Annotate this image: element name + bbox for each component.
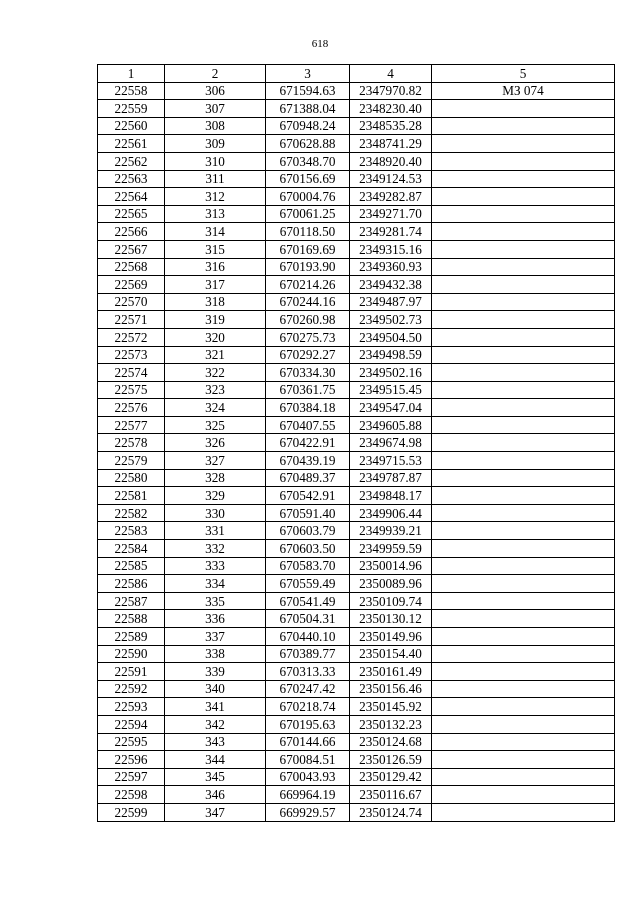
table-cell: 22596 <box>98 751 165 769</box>
table-cell: 306 <box>165 82 266 100</box>
table-cell: 317 <box>165 276 266 294</box>
table-row <box>98 733 615 751</box>
table-cell: 670948.24 <box>266 117 350 135</box>
table-cell: 22566 <box>98 223 165 241</box>
table-cell: 22573 <box>98 346 165 364</box>
table-row <box>98 100 615 118</box>
table-cell <box>432 293 615 311</box>
table-cell: 2349674.98 <box>350 434 432 452</box>
table-cell <box>432 592 615 610</box>
table-row <box>98 399 615 417</box>
table-cell: 2349360.93 <box>350 258 432 276</box>
table-cell: 22582 <box>98 504 165 522</box>
table-cell: 314 <box>165 223 266 241</box>
table-cell <box>432 575 615 593</box>
table-cell: 2349605.88 <box>350 416 432 434</box>
table-cell <box>432 680 615 698</box>
table-cell <box>432 188 615 206</box>
table-cell: 308 <box>165 117 266 135</box>
table-cell: 2350126.59 <box>350 751 432 769</box>
table-cell: 319 <box>165 311 266 329</box>
table-cell <box>432 628 615 646</box>
column-header: 1 <box>98 65 165 83</box>
table-cell <box>432 645 615 663</box>
table-cell: 22599 <box>98 803 165 821</box>
table-cell: 670084.51 <box>266 751 350 769</box>
table-cell <box>432 399 615 417</box>
table-cell: 22574 <box>98 364 165 382</box>
table-cell: 2349432.38 <box>350 276 432 294</box>
table-cell: 22595 <box>98 733 165 751</box>
table-row <box>98 188 615 206</box>
table-cell <box>432 117 615 135</box>
table-cell: 338 <box>165 645 266 663</box>
table-cell <box>432 434 615 452</box>
table-cell: 2349848.17 <box>350 487 432 505</box>
table-cell: 2349959.59 <box>350 540 432 558</box>
table-row <box>98 364 615 382</box>
table-cell: 331 <box>165 522 266 540</box>
table-row <box>98 258 615 276</box>
table-cell: 2350154.40 <box>350 645 432 663</box>
table-row <box>98 452 615 470</box>
table-cell <box>432 557 615 575</box>
table-cell: 22584 <box>98 540 165 558</box>
table-cell: 2350124.68 <box>350 733 432 751</box>
table-row <box>98 293 615 311</box>
table-cell: 346 <box>165 786 266 804</box>
table-cell: 345 <box>165 768 266 786</box>
table-cell: 670628.88 <box>266 135 350 153</box>
table-cell: 670313.33 <box>266 663 350 681</box>
table-cell: 2349547.04 <box>350 399 432 417</box>
table-cell: 2349906.44 <box>350 504 432 522</box>
column-header: 3 <box>266 65 350 83</box>
table-cell: 670591.40 <box>266 504 350 522</box>
table-cell: 2349502.73 <box>350 311 432 329</box>
table-row <box>98 381 615 399</box>
table-cell: 310 <box>165 152 266 170</box>
table-cell: 670193.90 <box>266 258 350 276</box>
table-cell: 22597 <box>98 768 165 786</box>
table-cell: 2350156.46 <box>350 680 432 698</box>
table-cell: 670389.77 <box>266 645 350 663</box>
table-cell <box>432 311 615 329</box>
table-cell: 2350014.96 <box>350 557 432 575</box>
table-cell: МЗ 074 <box>432 82 615 100</box>
table-cell: 670541.49 <box>266 592 350 610</box>
table-row <box>98 152 615 170</box>
table-row <box>98 170 615 188</box>
table-row <box>98 751 615 769</box>
table-cell <box>432 698 615 716</box>
table-cell: 22587 <box>98 592 165 610</box>
table-cell: 670292.27 <box>266 346 350 364</box>
table-cell: 670422.91 <box>266 434 350 452</box>
table-cell: 670169.69 <box>266 240 350 258</box>
table-cell: 334 <box>165 575 266 593</box>
table-cell <box>432 170 615 188</box>
table-cell: 315 <box>165 240 266 258</box>
table-cell <box>432 452 615 470</box>
table-cell: 337 <box>165 628 266 646</box>
table-cell: 2348741.29 <box>350 135 432 153</box>
table-row <box>98 522 615 540</box>
table-row <box>98 416 615 434</box>
table-row <box>98 311 615 329</box>
table-cell: 670440.10 <box>266 628 350 646</box>
table-cell <box>432 328 615 346</box>
table-cell <box>432 381 615 399</box>
table-cell: 329 <box>165 487 266 505</box>
table-cell: 670247.42 <box>266 680 350 698</box>
table-cell: 2349498.59 <box>350 346 432 364</box>
table-row <box>98 645 615 663</box>
table-cell: 2349787.87 <box>350 469 432 487</box>
table-cell: 2349715.53 <box>350 452 432 470</box>
column-header: 4 <box>350 65 432 83</box>
table-cell: 2349504.50 <box>350 328 432 346</box>
table-cell: 330 <box>165 504 266 522</box>
table-row <box>98 504 615 522</box>
table-cell: 2349281.74 <box>350 223 432 241</box>
table-cell: 311 <box>165 170 266 188</box>
table-row <box>98 135 615 153</box>
table-row <box>98 469 615 487</box>
table-cell: 344 <box>165 751 266 769</box>
table-row <box>98 610 615 628</box>
table-cell: 22558 <box>98 82 165 100</box>
table-cell: 328 <box>165 469 266 487</box>
table-cell <box>432 751 615 769</box>
table-cell: 670195.63 <box>266 715 350 733</box>
table-cell: 22583 <box>98 522 165 540</box>
table-cell: 2349515.45 <box>350 381 432 399</box>
table-cell: 22564 <box>98 188 165 206</box>
table-cell: 2350109.74 <box>350 592 432 610</box>
table-cell: 325 <box>165 416 266 434</box>
table-cell: 22592 <box>98 680 165 698</box>
table-cell <box>432 205 615 223</box>
table-cell: 321 <box>165 346 266 364</box>
table-cell <box>432 135 615 153</box>
table-cell: 324 <box>165 399 266 417</box>
table-cell: 2350145.92 <box>350 698 432 716</box>
column-header: 2 <box>165 65 266 83</box>
table-cell: 670144.66 <box>266 733 350 751</box>
table-cell: 22561 <box>98 135 165 153</box>
table-cell: 2350129.42 <box>350 768 432 786</box>
table-cell: 312 <box>165 188 266 206</box>
table-cell: 670361.75 <box>266 381 350 399</box>
table-row <box>98 786 615 804</box>
table-cell: 22570 <box>98 293 165 311</box>
table-cell: 2349282.87 <box>350 188 432 206</box>
table-cell: 307 <box>165 100 266 118</box>
table-cell <box>432 715 615 733</box>
table-cell: 670439.19 <box>266 452 350 470</box>
table-cell: 22578 <box>98 434 165 452</box>
table-cell <box>432 152 615 170</box>
table-cell <box>432 258 615 276</box>
table-cell: 347 <box>165 803 266 821</box>
table-cell <box>432 663 615 681</box>
table-cell: 670218.74 <box>266 698 350 716</box>
table-cell: 22572 <box>98 328 165 346</box>
table-cell: 669929.57 <box>266 803 350 821</box>
table-cell: 670559.49 <box>266 575 350 593</box>
table-cell: 670214.26 <box>266 276 350 294</box>
table-cell: 2350132.23 <box>350 715 432 733</box>
table-cell: 2350130.12 <box>350 610 432 628</box>
table-cell: 2349502.16 <box>350 364 432 382</box>
table-body <box>98 82 615 821</box>
table-cell: 670603.79 <box>266 522 350 540</box>
table-cell <box>432 733 615 751</box>
table-cell <box>432 610 615 628</box>
page-number: 618 <box>311 38 329 50</box>
table-row <box>98 205 615 223</box>
table-cell: 670004.76 <box>266 188 350 206</box>
table-cell <box>432 522 615 540</box>
coordinates-table <box>97 64 615 822</box>
table-cell <box>432 416 615 434</box>
table-cell: 2349939.21 <box>350 522 432 540</box>
table-cell: 2350161.49 <box>350 663 432 681</box>
table-row <box>98 540 615 558</box>
column-header: 5 <box>432 65 615 83</box>
table-row <box>98 803 615 821</box>
table-cell: 670334.30 <box>266 364 350 382</box>
table-cell: 670244.16 <box>266 293 350 311</box>
table-row <box>98 346 615 364</box>
table-cell: 336 <box>165 610 266 628</box>
table-row <box>98 117 615 135</box>
table-cell: 340 <box>165 680 266 698</box>
table-cell: 670061.25 <box>266 205 350 223</box>
table-cell: 22567 <box>98 240 165 258</box>
table-row <box>98 487 615 505</box>
table-row <box>98 82 615 100</box>
table-row <box>98 434 615 452</box>
table-cell: 333 <box>165 557 266 575</box>
table-row <box>98 240 615 258</box>
table-cell: 669964.19 <box>266 786 350 804</box>
table-cell: 2350149.96 <box>350 628 432 646</box>
table-row <box>98 557 615 575</box>
table-row <box>98 328 615 346</box>
table-cell: 2349271.70 <box>350 205 432 223</box>
table-cell: 341 <box>165 698 266 716</box>
table-cell: 670348.70 <box>266 152 350 170</box>
table-cell: 670583.70 <box>266 557 350 575</box>
table-cell: 2349487.97 <box>350 293 432 311</box>
table-cell <box>432 487 615 505</box>
table-header-row <box>98 65 615 83</box>
table-cell: 670043.93 <box>266 768 350 786</box>
table-cell: 339 <box>165 663 266 681</box>
table-cell: 22585 <box>98 557 165 575</box>
table-cell: 670156.69 <box>266 170 350 188</box>
table-row <box>98 276 615 294</box>
table-row <box>98 575 615 593</box>
table-cell: 22590 <box>98 645 165 663</box>
table-cell: 670118.50 <box>266 223 350 241</box>
table-cell: 670542.91 <box>266 487 350 505</box>
table-cell: 22559 <box>98 100 165 118</box>
table-cell: 322 <box>165 364 266 382</box>
table-cell: 22563 <box>98 170 165 188</box>
table-row <box>98 663 615 681</box>
table-cell: 22591 <box>98 663 165 681</box>
table-cell: 670384.18 <box>266 399 350 417</box>
table-cell: 670275.73 <box>266 328 350 346</box>
table-cell: 2350089.96 <box>350 575 432 593</box>
table-cell: 670407.55 <box>266 416 350 434</box>
table-cell: 22562 <box>98 152 165 170</box>
table-cell: 2347970.82 <box>350 82 432 100</box>
table-cell: 22593 <box>98 698 165 716</box>
table-cell: 22586 <box>98 575 165 593</box>
table-cell: 332 <box>165 540 266 558</box>
table-cell: 22580 <box>98 469 165 487</box>
table-cell: 22568 <box>98 258 165 276</box>
table-cell: 22589 <box>98 628 165 646</box>
table-cell: 22565 <box>98 205 165 223</box>
table-cell <box>432 504 615 522</box>
table-cell: 335 <box>165 592 266 610</box>
table-cell: 326 <box>165 434 266 452</box>
table-cell: 343 <box>165 733 266 751</box>
table-row <box>98 715 615 733</box>
table-row <box>98 223 615 241</box>
table-row <box>98 592 615 610</box>
table-cell: 309 <box>165 135 266 153</box>
table-cell: 323 <box>165 381 266 399</box>
table-cell: 313 <box>165 205 266 223</box>
table-cell <box>432 276 615 294</box>
table-cell: 22576 <box>98 399 165 417</box>
table-cell: 316 <box>165 258 266 276</box>
table-cell: 22560 <box>98 117 165 135</box>
table-cell: 670504.31 <box>266 610 350 628</box>
table-cell: 22588 <box>98 610 165 628</box>
table-cell <box>432 768 615 786</box>
table-cell: 22581 <box>98 487 165 505</box>
table-row <box>98 628 615 646</box>
table-cell: 342 <box>165 715 266 733</box>
table-cell: 22571 <box>98 311 165 329</box>
table-row <box>98 768 615 786</box>
table-cell <box>432 346 615 364</box>
table-cell <box>432 223 615 241</box>
table-cell: 671388.04 <box>266 100 350 118</box>
table-row <box>98 680 615 698</box>
table-cell: 671594.63 <box>266 82 350 100</box>
table-cell <box>432 786 615 804</box>
table-cell: 2350124.74 <box>350 803 432 821</box>
table-cell: 22579 <box>98 452 165 470</box>
table-cell: 2349124.53 <box>350 170 432 188</box>
table-cell: 22575 <box>98 381 165 399</box>
table-cell: 22577 <box>98 416 165 434</box>
table-cell: 2348920.40 <box>350 152 432 170</box>
table-cell <box>432 469 615 487</box>
table-cell: 320 <box>165 328 266 346</box>
table-cell <box>432 240 615 258</box>
table-row <box>98 698 615 716</box>
table-cell <box>432 803 615 821</box>
table-cell: 2348535.28 <box>350 117 432 135</box>
table-cell: 2349315.16 <box>350 240 432 258</box>
table-cell: 670603.50 <box>266 540 350 558</box>
table-cell: 318 <box>165 293 266 311</box>
table-cell <box>432 540 615 558</box>
table-cell: 22569 <box>98 276 165 294</box>
table-cell: 2350116.67 <box>350 786 432 804</box>
table-cell: 670260.98 <box>266 311 350 329</box>
table-cell: 670489.37 <box>266 469 350 487</box>
table-cell: 22594 <box>98 715 165 733</box>
table-cell <box>432 100 615 118</box>
table-cell <box>432 364 615 382</box>
table-cell: 2348230.40 <box>350 100 432 118</box>
table-cell: 327 <box>165 452 266 470</box>
table-cell: 22598 <box>98 786 165 804</box>
